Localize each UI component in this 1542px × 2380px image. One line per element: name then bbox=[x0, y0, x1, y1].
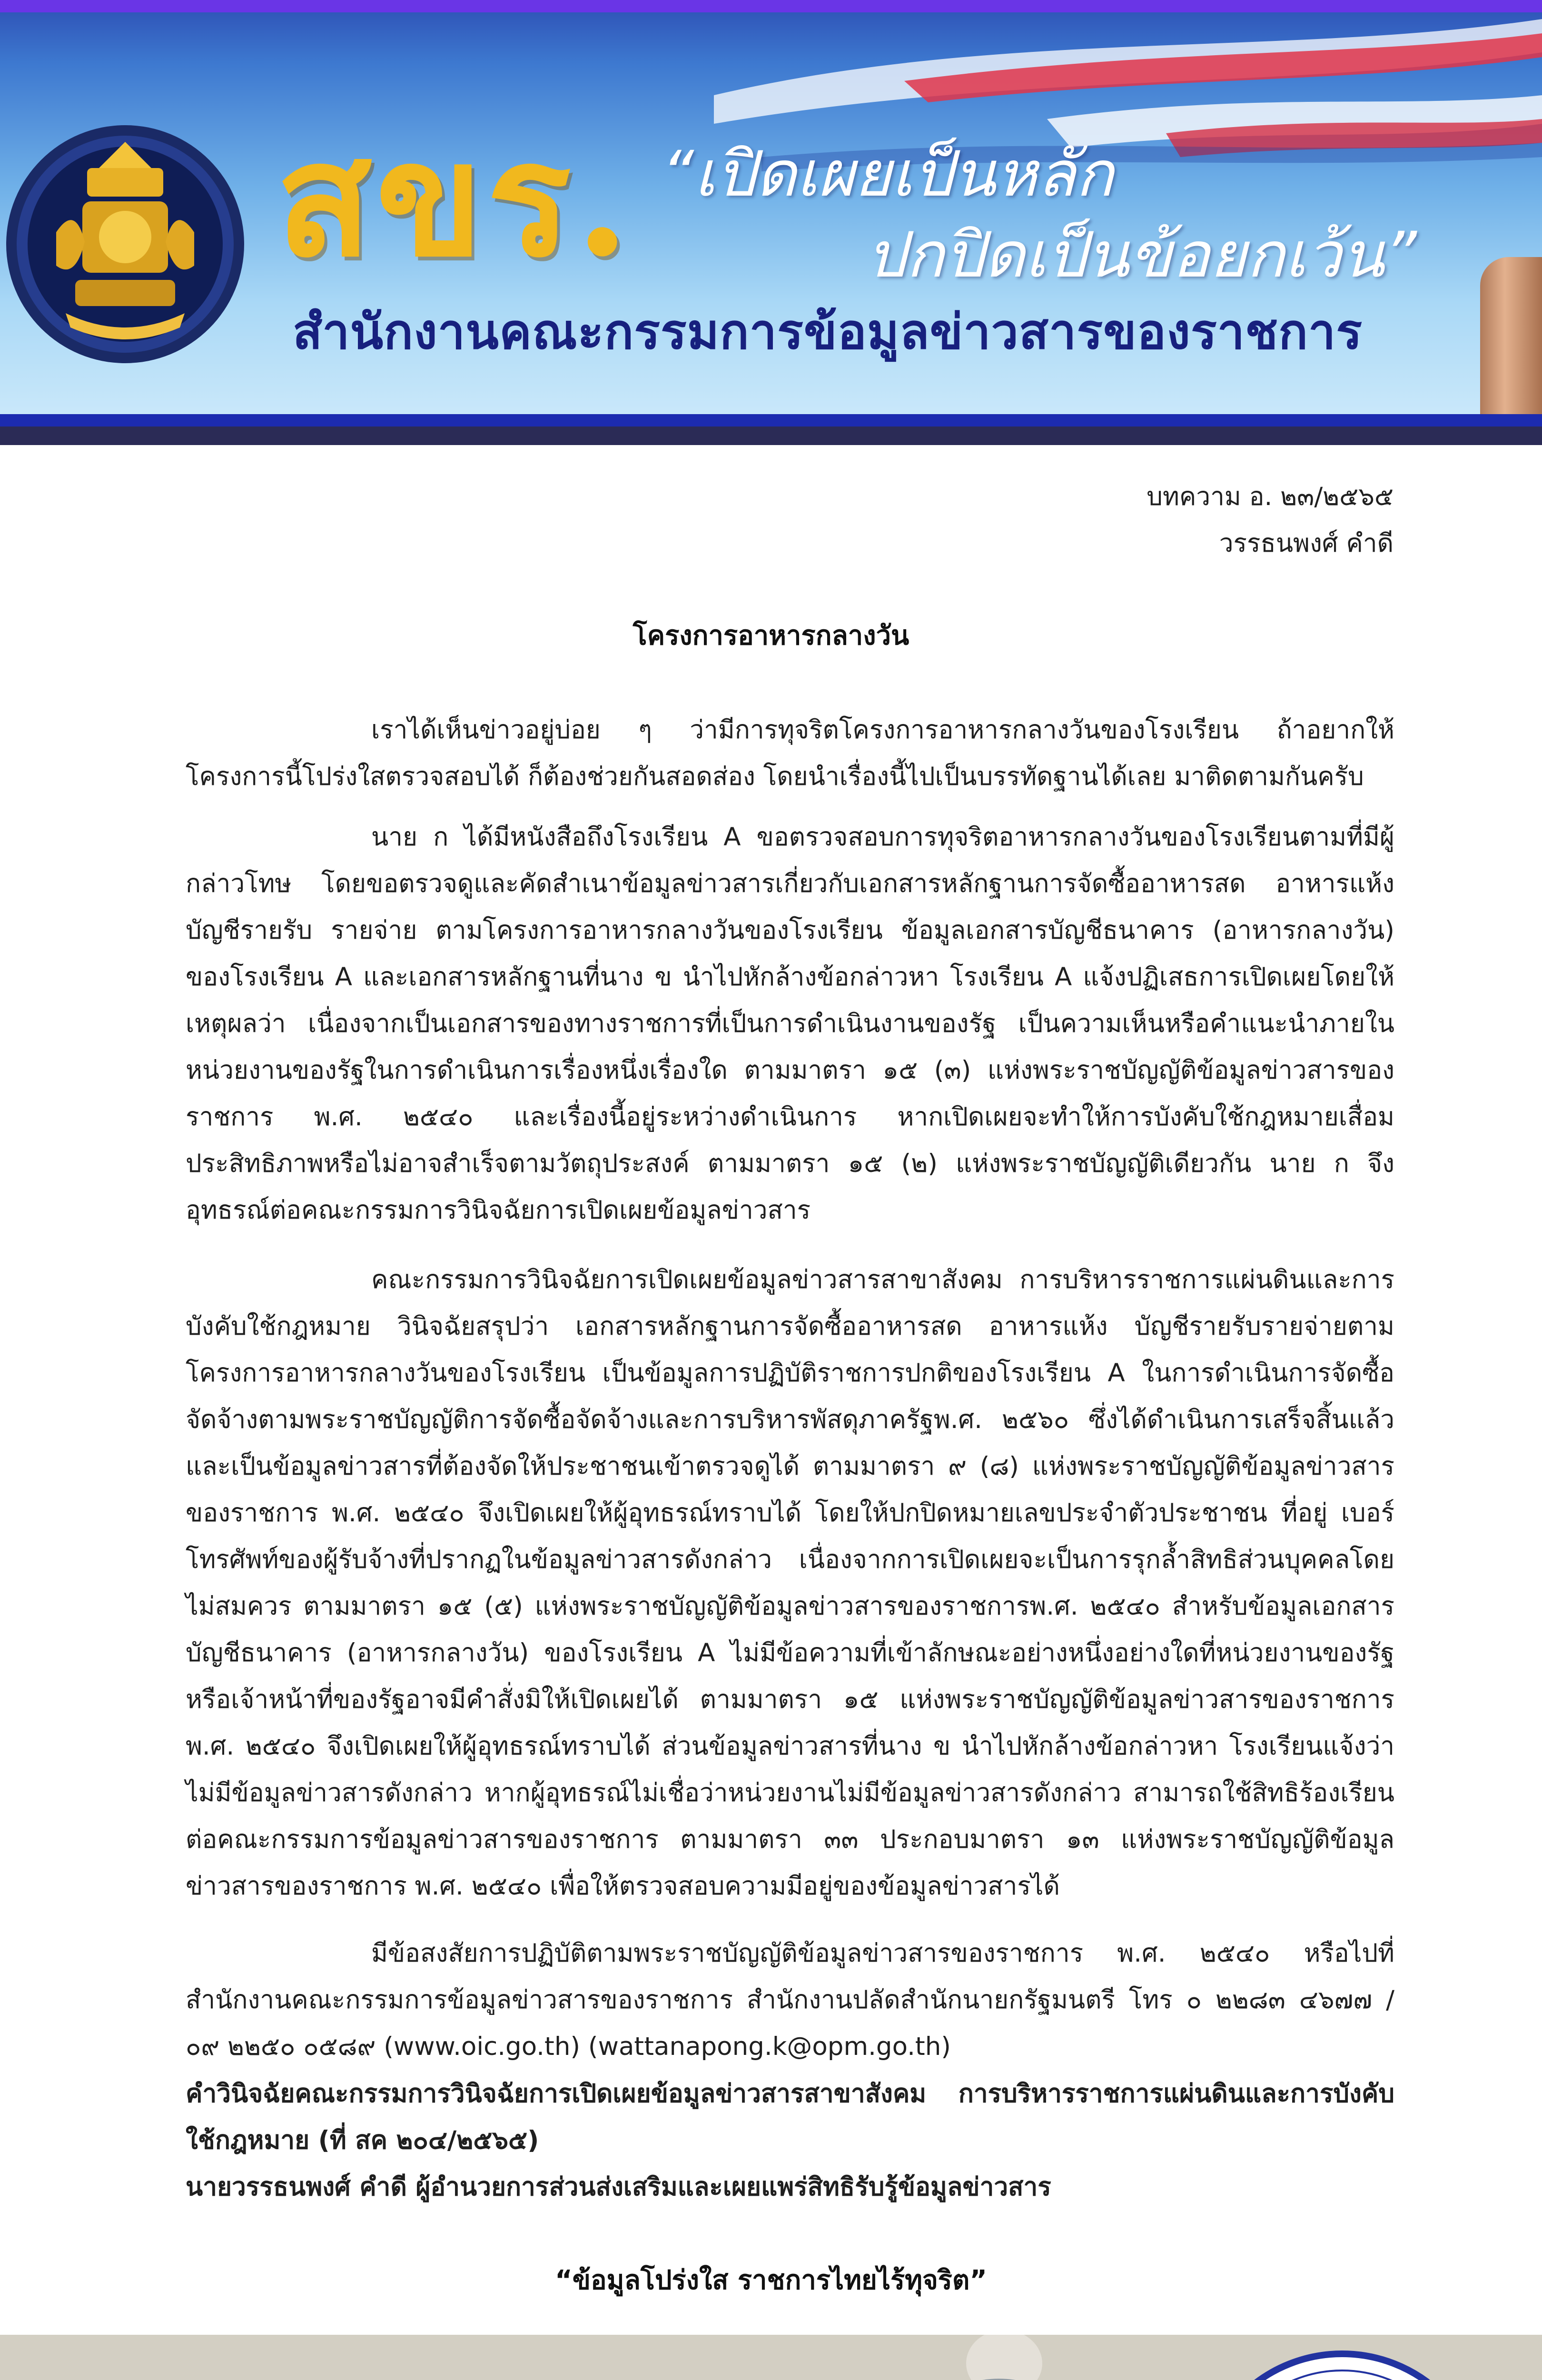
article-title: โครงการอาหารกลางวัน bbox=[633, 620, 909, 651]
slogan-line-1: “เปิดเผยเป็นหลัก bbox=[662, 138, 1114, 211]
ogd-emblem-seal bbox=[4, 123, 247, 366]
article-meta bbox=[1147, 474, 1394, 567]
office-name: สำนักงานคณะกรรมการข้อมูลข่าวสารของราชการ bbox=[293, 304, 1363, 360]
article-author: วรรธนพงศ์ คำดี bbox=[1219, 529, 1394, 558]
article-number: บทความ อ. ๒๓/๒๕๖๕ bbox=[1147, 482, 1394, 511]
header-bottom-strip bbox=[0, 414, 1542, 445]
director-signature-line: นายวรรธนพงศ์ คำดี ผู้อำนวยการส่วนส่งเสริมและเผยแพร่สิทธิรับรู้ข้อมูลข่าวสาร bbox=[186, 2172, 1051, 2202]
paragraph-contact: มีข้อสงสัยการปฏิบัติตามพระราชบัญญัติข้อมูลข่าวสารของราชการ พ.ศ. ๒๕๔๐ หรือไปที่สำนักงานคณะกรรมการข้อมูลข่าวสารของราชการ สำนักงานปลัดสำนักนายกรัฐมนตรี โทร ๐ ๒๒๘๓ ๔๖๗๗ / ๐๙ ๒๒๕๐ ๐๕๘๙ (www.oic.go.th) (wattanapong.k@opm.go.th) bbox=[186, 1939, 1394, 2061]
paragraph-request: นาย ก ได้มีหนังสือถึงโรงเรียน A ขอตรวจสอบการทุจริตอาหารกลางวันของโรงเรียนตามที่มีผู้กล่าวโทษ โดยขอตรวจดูและคัดสำเนาข้อมูลข่าวสารเกี่ยวกับเอกสารหลักฐานการจัดซื้ออาหารสด อาหารแห้ง บัญชีรายรับ รายจ่าย ตามโครงการอาหารกลางวันของโรงเรียน ข้อมูลเอกสารบัญชีธนาคาร (อาหารกลางวัน) ของโรงเรียน A และเอกสารหลักฐานที่นาง ข นำไปหักล้างข้อกล่าวหา โรงเรียน A แจ้งปฏิเสธการเปิดเผยโดยให้เหตุผลว่า เนื่องจากเป็นเอกสารของทางราชการที่เป็นการดำเนินงานของรัฐ เป็นความเห็นหรือคำแนะนำภายในหน่วยงานของรัฐในการดำเนินการเรื่องหนึ่งเรื่องใด ตามมาตรา ๑๕ (๓) แห่งพระราชบัญญัติข้อมูลข่าวสารของราชการ พ.ศ. ๒๕๔๐ และเรื่องนี้อยู่ระหว่างดำเนินการ หากเปิดเผยจะทำให้การบังคับใช้กฎหมายเสื่อมประสิทธิภาพหรือไม่อาจสำเร็จตามวัตถุประสงค์ ตามมาตรา ๑๕ (๒) แห่งพระราชบัญญัติเดียวกัน นาย ก จึงอุทธรณ์ต่อคณะกรรมการวินิจฉัยการเปิดเผยข้อมูลข่าวสาร bbox=[186, 823, 1394, 1225]
paragraph-ruling: คณะกรรมการวินิจฉัยการเปิดเผยข้อมูลข่าวสารสาขาสังคม การบริหารราชการแผ่นดินและการบังคับใช้กฎหมาย วินิจฉัยสรุปว่า เอกสารหลักฐานการจัดซื้ออาหารสด อาหารแห้ง บัญชีรายรับรายจ่ายตามโครงการอาหารกลางวันของโรงเรียน เป็นข้อมูลการปฏิบัติราชการปกติของโรงเรียน A ในการดำเนินการจัดซื้อจัดจ้างตามพระราชบัญญัติการจัดซื้อจัดจ้างและการบริหารพัสดุภาครัฐพ.ศ. ๒๕๖๐ ซึ่งได้ดำเนินการเสร็จสิ้นแล้วและเป็นข้อมูลข่าวสารที่ต้องจัดให้ประชาชนเข้าตรวจดูได้ ตามมาตรา ๙ (๘) แห่งพระราชบัญญัติข้อมูลข่าวสารของราชการ พ.ศ. ๒๕๔๐ จึงเปิดเผยให้ผู้อุทธรณ์ทราบได้ โดยให้ปกปิดหมายเลขประจำตัวประชาชน ที่อยู่ เบอร์โทรศัพท์ของผู้รับจ้างที่ปรากฏในข้อมูลข่าวสารดังกล่าว เนื่องจากการเปิดเผยจะเป็นการรุกล้ำสิทธิส่วนบุคคลโดยไม่สมควร ตามมาตรา ๑๕ (๕) แห่งพระราชบัญญัติข้อมูลข่าวสารของราชการพ.ศ. ๒๕๔๐ สำหรับข้อมูลเอกสารบัญชีธนาคาร (อาหารกลางวัน) ของโรงเรียน A ไม่มีข้อความที่เข้าลักษณะอย่างหนึ่งอย่างใดที่หน่วยงานของรัฐหรือเจ้าหน้าที่ของรัฐอาจมีคำสั่งมิให้เปิดเผยได้ ตามมาตรา ๑๕ แห่งพระราชบัญญัติข้อมูลข่าวสารของราชการ พ.ศ. ๒๕๔๐ จึงเปิดเผยให้ผู้อุทธรณ์ทราบได้ ส่วนข้อมูลข่าวสารที่นาง ข นำไปหักล้างข้อกล่าวหา โรงเรียนแจ้งว่าไม่มีข้อมูลข่าวสารดังกล่าว หากผู้อุทธรณ์ไม่เชื่อว่าหน่วยงานไม่มีข้อมูลข่าวสารดังกล่าว สามารถใช้สิทธิร้องเรียนต่อคณะกรรมการข้อมูลข่าวสารของราชการ ตามมาตรา ๓๓ ประกอบมาตรา ๑๓ แห่งพระราชบัญญัติข้อมูลข่าวสารของราชการ พ.ศ. ๒๕๔๐ เพื่อให้ตรวจสอบความมีอยู่ของข้อมูลข่าวสารได้ bbox=[186, 1265, 1394, 1901]
building-tower-image bbox=[1480, 257, 1542, 414]
header-banner bbox=[0, 0, 1542, 445]
closing-motto: “ข้อมูลโปร่งใส ราชการไทยไร้ทุจริต” bbox=[554, 2265, 988, 2296]
paragraph-intro: เราได้เห็นข่าวอยู่บ่อย ๆ ว่ามีการทุจริตโครงการอาหารกลางวันของโรงเรียน ถ้าอยากให้โครงการนี้โปร่งใสตรวจสอบได้ ก็ต้องช่วยกันสอดส่อง โดยนำเรื่องนี้ไปเป็นบรรทัดฐานได้เลย มาติดตามกันครับ bbox=[186, 715, 1394, 791]
alro-seal-logo bbox=[1190, 2344, 1494, 2380]
slogan-line-2: ปกปิดเป็นข้อยกเว้น” bbox=[866, 218, 1417, 292]
brand-logotype: สขร. bbox=[276, 107, 634, 291]
ruling-reference: คำวินิจฉัยคณะกรรมการวินิจฉัยการเปิดเผยข้อมูลข่าวสารสาขาสังคม การบริหารราชการแผ่นดินและการบังคับใช้กฎหมาย (ที่ สค ๒๐๔/๒๕๖๕) bbox=[186, 2079, 1394, 2155]
